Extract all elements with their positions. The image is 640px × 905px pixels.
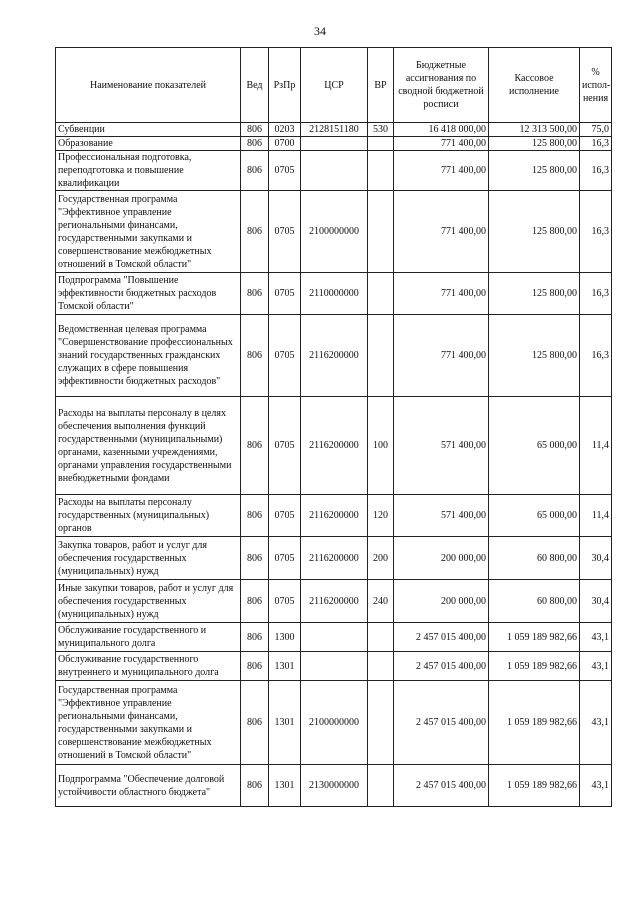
- cell-pct: 16,3: [580, 315, 612, 397]
- cell-cash: 60 800,00: [489, 537, 580, 580]
- cell-vr: [368, 137, 394, 151]
- cell-budget: 571 400,00: [394, 495, 489, 537]
- cell-vr: 240: [368, 580, 394, 623]
- cell-name: Подпрограмма "Обеспечение долговой устойчивости областного бюджета": [56, 765, 241, 807]
- cell-budget: 771 400,00: [394, 191, 489, 273]
- table-row: [56, 273, 612, 315]
- cell-budget: 771 400,00: [394, 151, 489, 191]
- cell-budget: 2 457 015 400,00: [394, 623, 489, 652]
- cell-pct: 75,0: [580, 123, 612, 137]
- table-row: [56, 151, 612, 191]
- page-number: 34: [314, 24, 326, 38]
- cell-budget: 200 000,00: [394, 537, 489, 580]
- cell-ved: 806: [241, 397, 269, 495]
- table-row: [56, 495, 612, 537]
- cell-budget: 2 457 015 400,00: [394, 765, 489, 807]
- cell-pct: 16,3: [580, 191, 612, 273]
- table-row: [56, 191, 612, 273]
- cell-rzpr: 0705: [269, 315, 301, 397]
- cell-rzpr: 0705: [269, 537, 301, 580]
- table-row: [56, 137, 612, 151]
- cell-budget: 16 418 000,00: [394, 123, 489, 137]
- cell-pct: 30,4: [580, 580, 612, 623]
- cell-rzpr: 0705: [269, 191, 301, 273]
- cell-ved: 806: [241, 681, 269, 765]
- cell-cash: 1 059 189 982,66: [489, 765, 580, 807]
- cell-cash: 1 059 189 982,66: [489, 681, 580, 765]
- cell-ved: 806: [241, 765, 269, 807]
- header-pct: % испол-нения: [580, 48, 612, 123]
- cell-name: Государственная программа "Эффективное управление региональными финансами, государственными закупками и совершенствование межбюджетных отношений в Томской области": [56, 191, 241, 273]
- cell-rzpr: 1301: [269, 652, 301, 681]
- header-csr: ЦСР: [301, 48, 368, 123]
- cell-ved: 806: [241, 137, 269, 151]
- table-row: [56, 397, 612, 495]
- cell-rzpr: 0705: [269, 495, 301, 537]
- table-row: [56, 765, 612, 807]
- cell-budget: 200 000,00: [394, 580, 489, 623]
- cell-name: Профессиональная подготовка, переподготовка и повышение квалификации: [56, 151, 241, 191]
- cell-rzpr: 1301: [269, 765, 301, 807]
- cell-name: Подпрограмма "Повышение эффективности бюджетных расходов Томской области": [56, 273, 241, 315]
- cell-name: Обслуживание государственного внутреннего и муниципального долга: [56, 652, 241, 681]
- cell-budget: 2 457 015 400,00: [394, 681, 489, 765]
- cell-csr: 2128151180: [301, 123, 368, 137]
- cell-name: Субвенции: [56, 123, 241, 137]
- header-rzpr: РзПр: [269, 48, 301, 123]
- cell-vr: 120: [368, 495, 394, 537]
- budget-table: [55, 47, 612, 807]
- cell-csr: 2116200000: [301, 315, 368, 397]
- cell-vr: [368, 151, 394, 191]
- cell-vr: [368, 315, 394, 397]
- cell-name: Ведомственная целевая программа "Совершенствование профессиональных знаний государственных гражданских служащих в сфере повышения эффективности бюджетных расходов": [56, 315, 241, 397]
- cell-vr: [368, 623, 394, 652]
- cell-rzpr: 1301: [269, 681, 301, 765]
- cell-pct: 11,4: [580, 397, 612, 495]
- cell-cash: 65 000,00: [489, 397, 580, 495]
- cell-budget: 2 457 015 400,00: [394, 652, 489, 681]
- cell-cash: 125 800,00: [489, 273, 580, 315]
- cell-csr: 2100000000: [301, 191, 368, 273]
- cell-pct: 43,1: [580, 765, 612, 807]
- cell-csr: [301, 137, 368, 151]
- cell-name: Государственная программа "Эффективное управление региональными финансами, государственными закупками и совершенствование межбюджетных отношений в Томской области": [56, 681, 241, 765]
- cell-cash: 125 800,00: [489, 137, 580, 151]
- table-row: [56, 681, 612, 765]
- cell-csr: 2116200000: [301, 580, 368, 623]
- cell-csr: 2110000000: [301, 273, 368, 315]
- cell-pct: 16,3: [580, 273, 612, 315]
- cell-csr: [301, 151, 368, 191]
- cell-cash: 125 800,00: [489, 191, 580, 273]
- cell-csr: [301, 652, 368, 681]
- cell-pct: 11,4: [580, 495, 612, 537]
- cell-cash: 12 313 500,00: [489, 123, 580, 137]
- cell-name: Иные закупки товаров, работ и услуг для обеспечения государственных (муниципальных) нужд: [56, 580, 241, 623]
- table-header-row: [56, 48, 612, 123]
- cell-rzpr: 1300: [269, 623, 301, 652]
- cell-cash: 125 800,00: [489, 151, 580, 191]
- header-vr: ВР: [368, 48, 394, 123]
- cell-rzpr: 0700: [269, 137, 301, 151]
- cell-cash: 1 059 189 982,66: [489, 623, 580, 652]
- cell-pct: 43,1: [580, 681, 612, 765]
- cell-vr: 530: [368, 123, 394, 137]
- cell-ved: 806: [241, 652, 269, 681]
- cell-csr: 2116200000: [301, 537, 368, 580]
- cell-ved: 806: [241, 151, 269, 191]
- cell-csr: 2100000000: [301, 681, 368, 765]
- cell-rzpr: 0705: [269, 397, 301, 495]
- cell-rzpr: 0705: [269, 580, 301, 623]
- cell-csr: 2130000000: [301, 765, 368, 807]
- table-row: [56, 123, 612, 137]
- cell-vr: 100: [368, 397, 394, 495]
- cell-rzpr: 0203: [269, 123, 301, 137]
- cell-vr: [368, 765, 394, 807]
- cell-vr: [368, 652, 394, 681]
- header-budget: Бюджетные ассигнования по сводной бюджетной росписи: [394, 48, 489, 123]
- table-row: [56, 315, 612, 397]
- cell-ved: 806: [241, 537, 269, 580]
- cell-cash: 1 059 189 982,66: [489, 652, 580, 681]
- header-name: Наименование показателей: [56, 48, 241, 123]
- cell-budget: 771 400,00: [394, 273, 489, 315]
- cell-name: Обслуживание государственного и муниципального долга: [56, 623, 241, 652]
- cell-cash: 60 800,00: [489, 580, 580, 623]
- cell-rzpr: 0705: [269, 151, 301, 191]
- cell-vr: [368, 191, 394, 273]
- cell-ved: 806: [241, 580, 269, 623]
- table-row: [56, 652, 612, 681]
- cell-pct: 43,1: [580, 652, 612, 681]
- cell-csr: 2116200000: [301, 397, 368, 495]
- cell-cash: 125 800,00: [489, 315, 580, 397]
- cell-pct: 30,4: [580, 537, 612, 580]
- cell-budget: 771 400,00: [394, 137, 489, 151]
- cell-vr: [368, 273, 394, 315]
- header-cash: Кассовое исполнение: [489, 48, 580, 123]
- cell-name: Расходы на выплаты персоналу государственных (муниципальных) органов: [56, 495, 241, 537]
- table-row: [56, 580, 612, 623]
- cell-ved: 806: [241, 495, 269, 537]
- cell-csr: 2116200000: [301, 495, 368, 537]
- cell-vr: [368, 681, 394, 765]
- cell-name: Расходы на выплаты персоналу в целях обеспечения выполнения функций государственными (муниципальными) органами, казенными учреждениями, органами управления государственными внебюджетными фондами: [56, 397, 241, 495]
- cell-name: Образование: [56, 137, 241, 151]
- cell-cash: 65 000,00: [489, 495, 580, 537]
- cell-pct: 43,1: [580, 623, 612, 652]
- cell-budget: 771 400,00: [394, 315, 489, 397]
- cell-rzpr: 0705: [269, 273, 301, 315]
- cell-ved: 806: [241, 273, 269, 315]
- cell-ved: 806: [241, 123, 269, 137]
- cell-ved: 806: [241, 191, 269, 273]
- cell-name: Закупка товаров, работ и услуг для обеспечения государственных (муниципальных) нужд: [56, 537, 241, 580]
- cell-pct: 16,3: [580, 137, 612, 151]
- cell-budget: 571 400,00: [394, 397, 489, 495]
- cell-pct: 16,3: [580, 151, 612, 191]
- cell-ved: 806: [241, 623, 269, 652]
- cell-vr: 200: [368, 537, 394, 580]
- cell-ved: 806: [241, 315, 269, 397]
- table-row: [56, 537, 612, 580]
- table-row: [56, 623, 612, 652]
- cell-csr: [301, 623, 368, 652]
- header-ved: Вед: [241, 48, 269, 123]
